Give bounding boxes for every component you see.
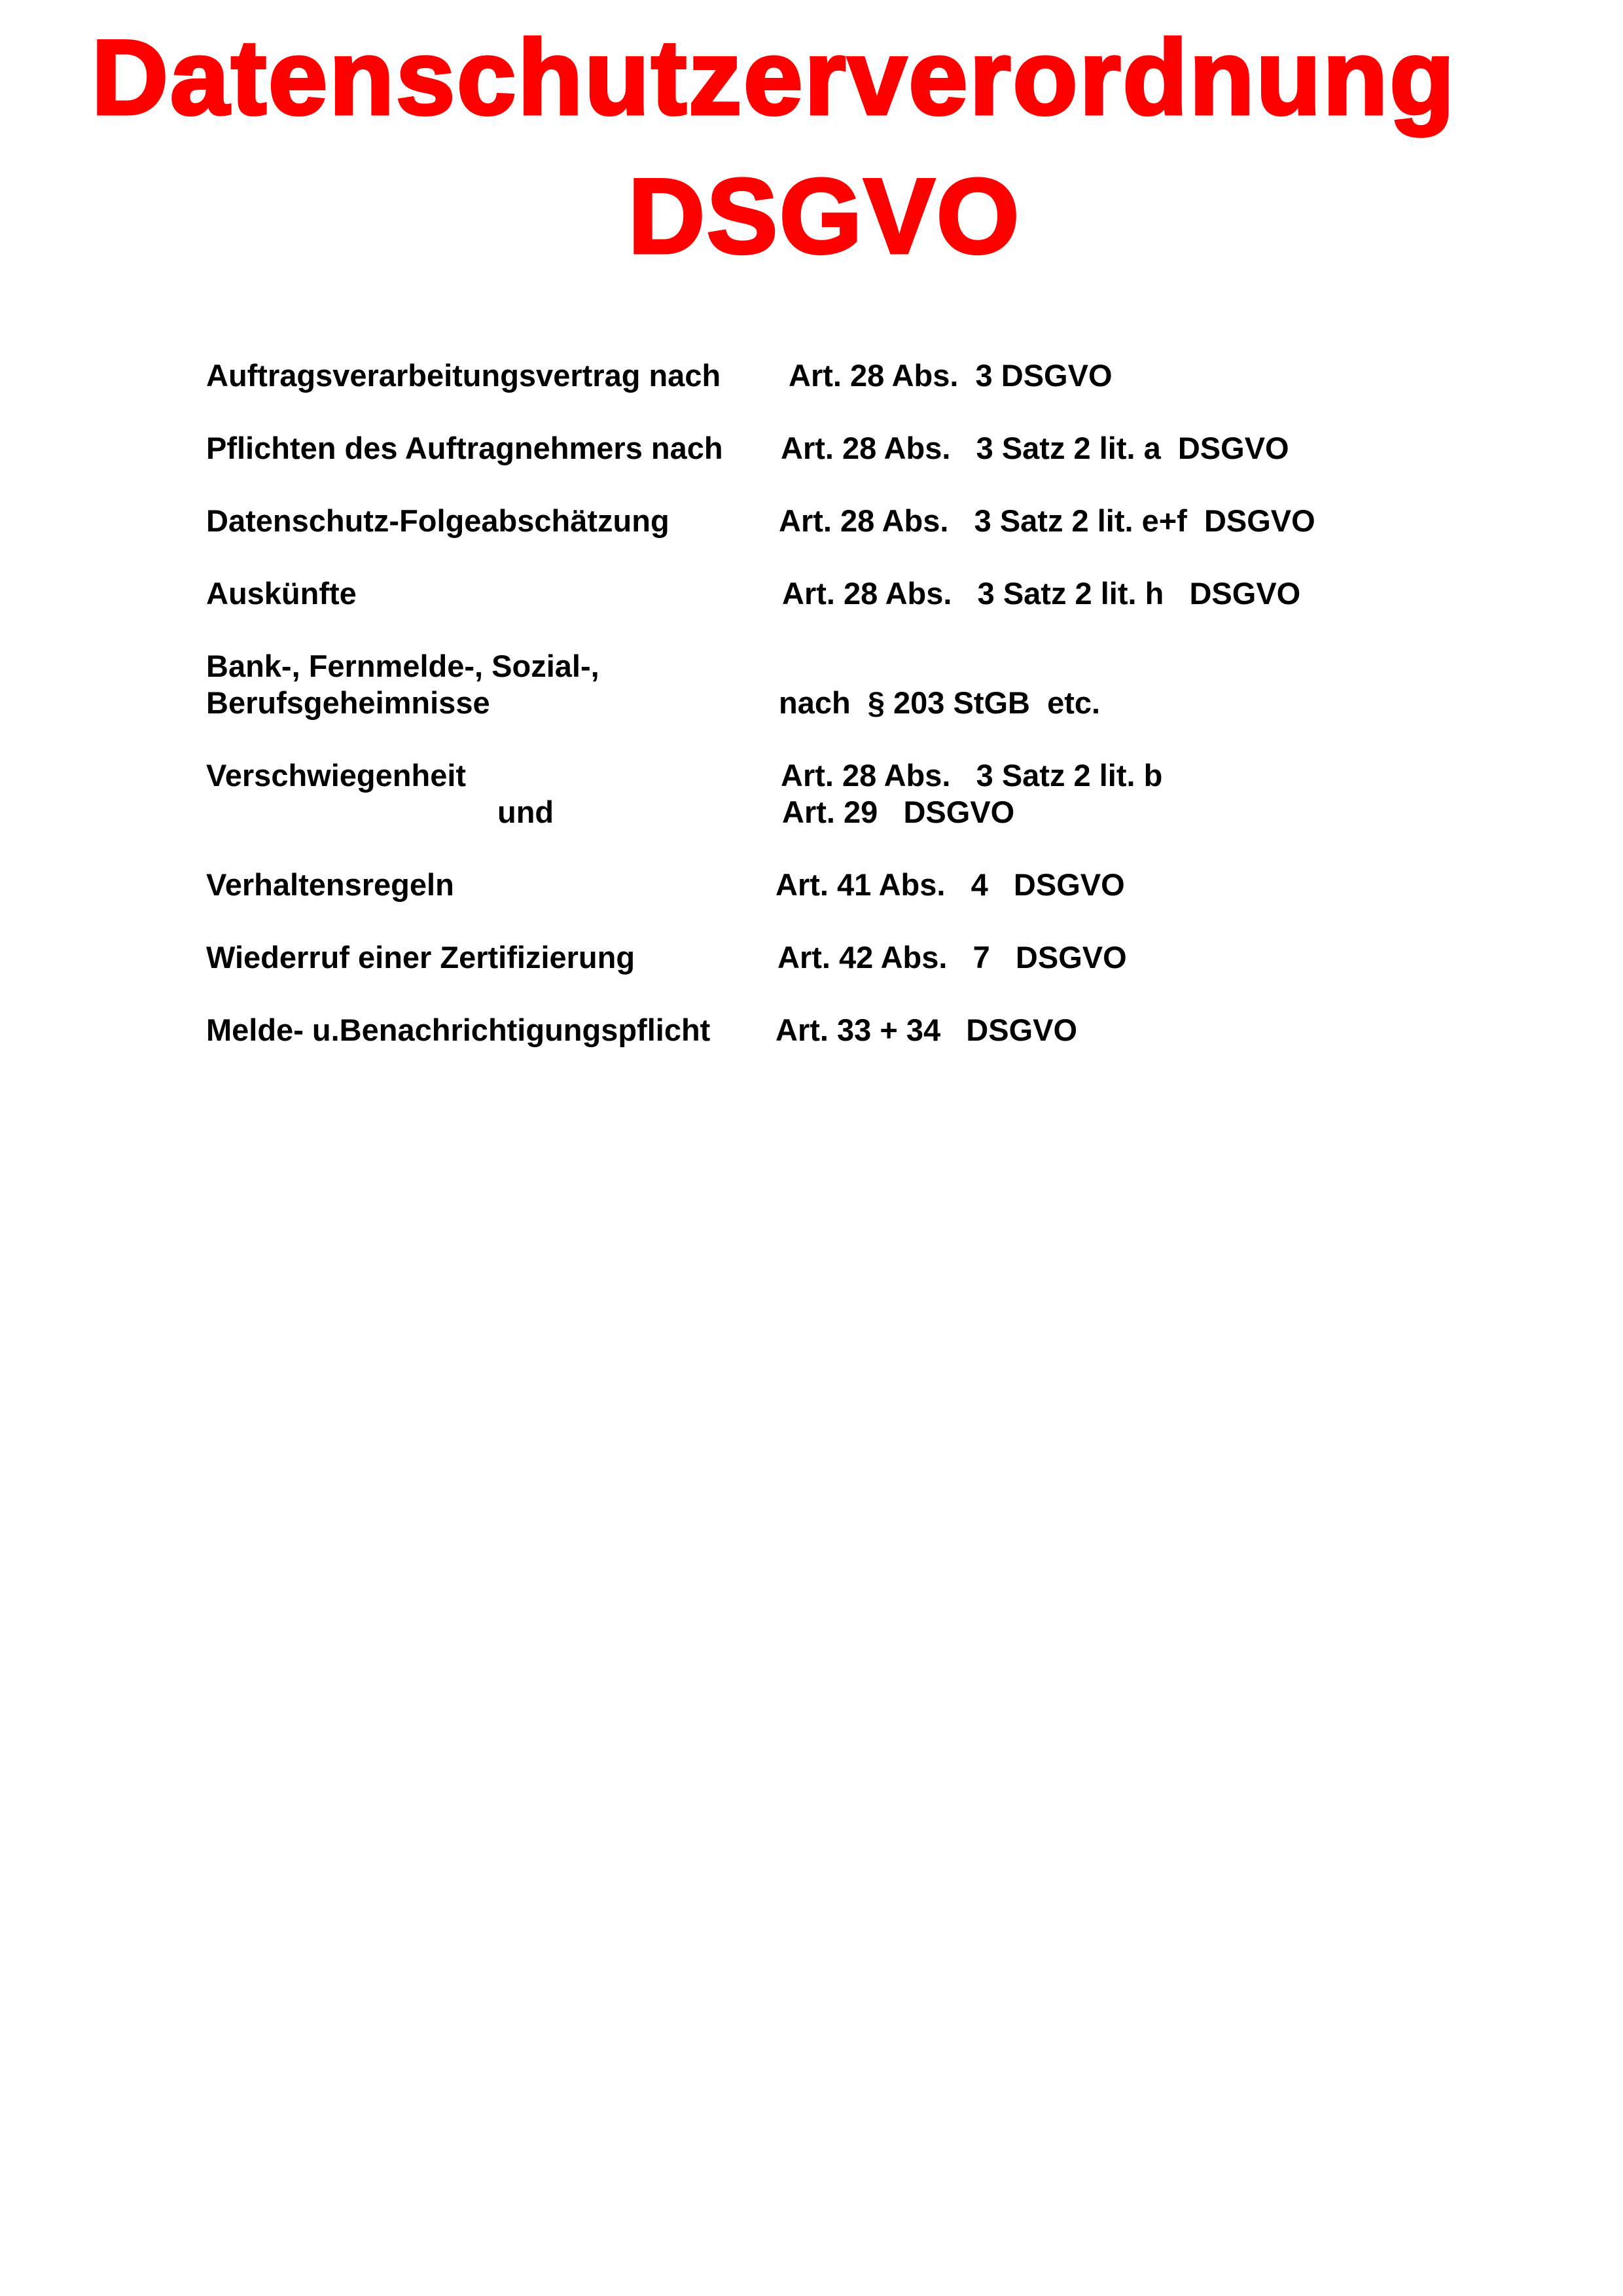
entry-reference-continued: Art. 29 DSGVO — [782, 795, 1015, 829]
entry-label: Auftragsverarbeitungsvertrag nach — [206, 358, 721, 393]
entry-reference: Art. 28 Abs. 3 Satz 2 lit. b — [781, 758, 1163, 793]
entry-reference: nach § 203 StGB etc. — [779, 685, 1101, 720]
entry-reference: Art. 33 + 34 DSGVO — [776, 1013, 1078, 1047]
document-title: Datenschutzerverordnung — [92, 18, 1457, 137]
entry-label: Verhaltensregeln — [206, 867, 454, 902]
document-subtitle: DSGVO — [628, 157, 1022, 276]
entry-reference: Art. 41 Abs. 4 DSGVO — [776, 867, 1125, 902]
entry-label: Verschwiegenheit — [206, 758, 467, 793]
entry-label: Auskünfte — [206, 576, 357, 611]
entry-label: Bank-, Fernmelde-, Sozial-, — [206, 649, 599, 683]
entry-reference: Art. 42 Abs. 7 DSGVO — [777, 940, 1127, 975]
entry-label-continued: Berufsgeheimnisse — [206, 685, 490, 720]
entry-reference: Art. 28 Abs. 3 Satz 2 lit. a DSGVO — [781, 431, 1289, 465]
entry-reference: Art. 28 Abs. 3 DSGVO — [789, 358, 1113, 393]
entry-label: Wiederruf einer Zertifizierung — [206, 940, 635, 975]
entry-reference: Art. 28 Abs. 3 Satz 2 lit. e+f DSGVO — [779, 503, 1315, 538]
entry-reference: Art. 28 Abs. 3 Satz 2 lit. h DSGVO — [782, 576, 1301, 611]
entry-connector: und — [497, 795, 554, 829]
entry-label: Pflichten des Auftragnehmers nach — [206, 431, 723, 465]
entry-label: Melde- u.Benachrichtigungspflicht — [206, 1013, 711, 1047]
entry-label: Datenschutz-Folgeabschätzung — [206, 503, 669, 538]
